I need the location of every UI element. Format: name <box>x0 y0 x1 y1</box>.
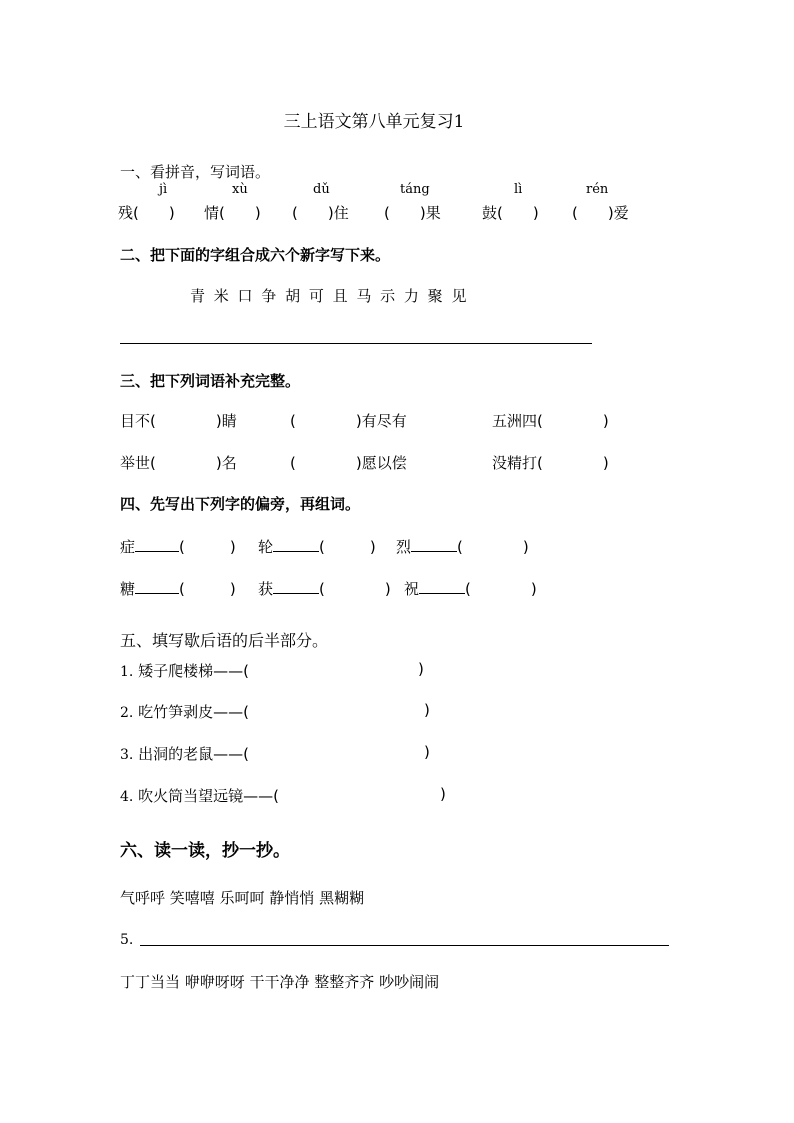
copy-answer-line[interactable] <box>140 945 669 946</box>
item-close-paren: ) <box>440 785 446 803</box>
word-blank-2[interactable]: 情( ) <box>204 204 261 222</box>
radical-item-6[interactable] <box>404 578 537 599</box>
radical-item-1[interactable] <box>120 536 236 557</box>
radical-paren[interactable]: ( ) <box>457 538 529 556</box>
radical-underline[interactable] <box>273 537 319 552</box>
radical-char: 轮 <box>258 538 274 556</box>
item-number-5: 5. <box>120 932 134 948</box>
idiom-blank-1[interactable]: 目不( )睛 <box>120 412 237 430</box>
xiehouyu-item-1[interactable] <box>120 660 249 681</box>
radical-paren[interactable]: ( ) <box>319 538 376 556</box>
pinyin-6: rén <box>586 182 609 197</box>
section-4-heading: 四、先写出下列字的偏旁，再组词。 <box>120 495 361 513</box>
idiom-blank-4[interactable]: 举世( )名 <box>120 454 237 472</box>
item-text: 吹火筒当望远镜——( <box>138 787 279 805</box>
item-number: 4. <box>120 789 134 805</box>
item-number: 2. <box>120 705 134 721</box>
idiom-blank-6[interactable]: 没精打( ) <box>492 454 609 472</box>
pinyin-3: dǔ <box>313 182 330 197</box>
item-text: 出洞的老鼠——( <box>138 745 249 763</box>
reading-words-line-2: 丁丁当当 咿咿呀呀 干干净净 整整齐齐 吵吵闹闹 <box>120 973 440 991</box>
word-blank-3[interactable]: ( )住 <box>292 204 349 222</box>
word-blank-4[interactable]: ( )果 <box>384 204 441 222</box>
section-1-heading: 一、看拼音，写词语。 <box>120 163 271 181</box>
pinyin-1: jì <box>159 182 168 197</box>
radical-item-2[interactable] <box>258 536 376 557</box>
section-6-heading: 六、读一读，抄一抄。 <box>120 841 290 861</box>
xiehouyu-item-4[interactable] <box>120 785 279 806</box>
section-2-heading: 二、把下面的字组合成六个新字写下来。 <box>120 246 391 264</box>
radical-underline[interactable] <box>419 579 465 594</box>
pinyin-2: xù <box>232 182 248 197</box>
radical-item-4[interactable] <box>120 578 236 599</box>
word-blank-5[interactable]: 鼓( ) <box>482 204 539 222</box>
radical-underline[interactable] <box>411 537 457 552</box>
radical-underline[interactable] <box>135 579 179 594</box>
radical-paren[interactable]: ( ) <box>179 580 236 598</box>
radical-paren[interactable]: ( ) <box>465 580 537 598</box>
radical-paren[interactable]: ( ) <box>179 538 236 556</box>
pinyin-4: táng <box>400 182 430 197</box>
radical-paren[interactable]: ( ) <box>319 580 391 598</box>
radical-char: 烈 <box>396 538 412 556</box>
item-close-paren: ) <box>424 701 430 719</box>
item-number: 3. <box>120 747 134 763</box>
pinyin-5: lì <box>514 182 523 197</box>
radical-char: 祝 <box>404 580 420 598</box>
radical-item-3[interactable] <box>396 536 529 557</box>
section-5-heading: 五、填写歇后语的后半部分。 <box>120 631 329 650</box>
word-blank-1[interactable]: 残( ) <box>118 204 175 222</box>
radical-char: 获 <box>258 580 274 598</box>
radical-underline[interactable] <box>135 537 179 552</box>
radical-item-5[interactable] <box>258 578 391 599</box>
component-characters: 青 米 口 争 胡 可 且 马 示 力 聚 见 <box>190 287 469 305</box>
idiom-blank-3[interactable]: 五洲四( ) <box>492 412 609 430</box>
item-number: 1. <box>120 664 134 680</box>
xiehouyu-item-2[interactable] <box>120 701 249 722</box>
page-title: 三上语文第八单元复习1 <box>283 112 465 132</box>
radical-underline[interactable] <box>273 579 319 594</box>
xiehouyu-item-3[interactable] <box>120 743 249 764</box>
answer-line-section-2[interactable] <box>120 343 592 344</box>
radical-char: 症 <box>120 538 136 556</box>
section-3-heading: 三、把下列词语补充完整。 <box>120 372 301 390</box>
item-text: 吃竹笋剥皮——( <box>138 703 249 721</box>
item-close-paren: ) <box>424 743 430 761</box>
radical-char: 糖 <box>120 580 136 598</box>
idiom-blank-5[interactable]: ( )愿以偿 <box>290 454 407 472</box>
reading-words-line-1: 气呼呼 笑嘻嘻 乐呵呵 静悄悄 黑糊糊 <box>120 889 365 907</box>
item-close-paren: ) <box>418 660 424 678</box>
item-text: 矮子爬楼梯——( <box>138 662 249 680</box>
idiom-blank-2[interactable]: ( )有尽有 <box>290 412 407 430</box>
word-blank-6[interactable]: ( )爱 <box>572 204 629 222</box>
